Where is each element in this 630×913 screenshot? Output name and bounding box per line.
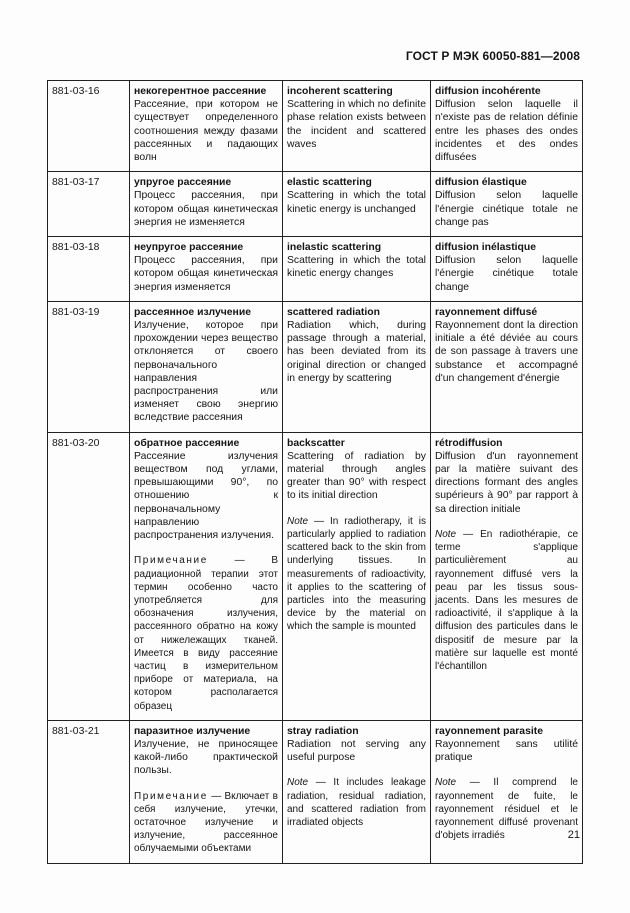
- note-fr: [435, 776, 578, 842]
- page-number: 21: [567, 829, 580, 841]
- definition-en: Radiation not serving any useful purpose: [287, 738, 426, 764]
- term-en: stray radiation: [287, 725, 359, 737]
- note-label-ru: Примечание: [134, 555, 208, 567]
- note-text-en: — It includes leakage radiation, residual radiation, and scattered radiation from irradiated objects: [287, 777, 426, 828]
- term-en: scattered radiation: [287, 306, 380, 318]
- cell-en: [283, 172, 431, 237]
- cell-en: [283, 720, 431, 863]
- table-row: [48, 432, 583, 720]
- table-row: [48, 237, 583, 302]
- term-ru: паразитное излучение: [134, 725, 251, 737]
- term-code: 881-03-21: [48, 720, 130, 863]
- table-row: [48, 301, 583, 432]
- definition-fr: Diffusion selon laquelle l'énergie cinétique totale ne change pas: [435, 190, 578, 228]
- note-text-ru: — Включает в себя излучение, утечки, остаточное излучение и излучение, рассеянное облучаемыми объектами: [134, 790, 278, 855]
- term-fr: rayonnement diffusé: [435, 306, 538, 318]
- cell-ru: [130, 720, 283, 863]
- term-code: 881-03-18: [48, 237, 130, 302]
- cell-ru: [130, 81, 283, 172]
- definition-en: Scattering in which the total kinetic energy changes: [287, 255, 426, 280]
- table-row: [48, 720, 583, 863]
- definition-ru: Излучение, не приносящее какой-либо практической пользы.: [134, 738, 278, 777]
- definition-ru: Излучение, которое при прохождении через вещество отклоняется от своего первоначального направления распространения или изменяет свою энергию вследствие рассеяния: [134, 320, 278, 424]
- definition-fr: Diffusion d'un rayonnement par la matière suivant des directions formant des angles supérieurs à 90° par rapport à sa direction initiale: [435, 450, 578, 515]
- note-ru: [134, 790, 278, 856]
- term-code: 881-03-19: [48, 301, 130, 432]
- note-en: [287, 776, 426, 829]
- term-ru: неупругое рассеяние: [134, 242, 244, 254]
- definition-fr: Rayonnement dont la direction initiale a été déviée au cours de son passage à travers une substance et accompagné d'un changement d'énergie: [435, 320, 578, 384]
- document-standard-header: ГОСТ Р МЭК 60050-881—2008: [405, 49, 580, 63]
- term-en: inelastic scattering: [287, 242, 382, 254]
- cell-fr: [431, 237, 583, 302]
- table-row: [48, 172, 583, 237]
- note-en: [287, 515, 426, 634]
- definition-ru: Рассеяние, при котором не существует определенного соотношения между фазами рассеянных и падающих волн: [134, 99, 278, 164]
- note-label-ru: Примечание: [134, 790, 208, 802]
- cell-fr: [431, 432, 583, 720]
- term-fr: diffusion incohérente: [435, 86, 541, 97]
- term-ru: обратное рассеяние: [134, 437, 240, 449]
- cell-en: [283, 81, 431, 172]
- definition-ru: Процесс рассеяния, при котором общая кинетическая энергия изменяется: [134, 255, 278, 293]
- cell-en: [283, 301, 431, 432]
- note-text-fr: — Il comprend le rayonnement de fuite, le rayonnement résiduel et le rayonnement diffusé provenant d'objets irradiés: [435, 777, 578, 842]
- definition-en: Radiation which, during passage through a material, has been deviated from its original direction or changed in energy by scattering: [287, 320, 426, 384]
- note-ru: [134, 554, 278, 712]
- definition-en: Scattering in which no definite phase relation exists between the incident and scattered waves: [287, 99, 426, 150]
- cell-en: [283, 237, 431, 302]
- note-fr: [435, 528, 578, 673]
- term-fr: diffusion élastique: [435, 177, 527, 189]
- terminology-table: [47, 80, 583, 864]
- definition-en: Scattering of radiation by material through angles greater than 90° with respect to its initial direction: [287, 450, 426, 502]
- term-fr: rétrodiffusion: [435, 437, 503, 449]
- cell-en: [283, 432, 431, 720]
- cell-fr: [431, 720, 583, 863]
- definition-ru: Рассеяние излучения веществом под углами, превышающими 90°, по отношению к первоначальному направлению распространения излучения.: [134, 450, 278, 542]
- term-code: 881-03-17: [48, 172, 130, 237]
- term-en: elastic scattering: [287, 177, 372, 189]
- definition-fr: Diffusion selon laquelle il n'existe pas de relation définie entre les phases des ondes incidentes et des ondes diffusées: [435, 99, 578, 164]
- cell-ru: [130, 237, 283, 302]
- note-label-en: Note: [287, 515, 309, 527]
- definition-en: Scattering in which the total kinetic energy is unchanged: [287, 190, 426, 215]
- term-fr: diffusion inélastique: [435, 242, 537, 254]
- definition-fr: Diffusion selon laquelle l'énergie cinétique totale change: [435, 255, 578, 293]
- note-label-fr: Note: [435, 777, 457, 789]
- note-label-fr: Note: [435, 528, 457, 540]
- note-text-en: — In radiotherapy, it is particularly applied to radiation scattered back to the skin from underlying tissues. In measurements of radioactivity, it applies to the scattering of particles into the measuring device by the material on which the sample is mounted: [287, 515, 426, 633]
- note-text-ru: — В радиационной терапии этот термин особенно часто употребляется для обозначения излучения, рассеянного обратно на кожу от нижележащих тканей. Имеется в виду рассеяние частиц в измерительном приборе от материала, на котором располагается образец: [134, 555, 278, 712]
- cell-ru: [130, 432, 283, 720]
- note-text-fr: — En radiothérapie, ce terme s'applique particulièrement au rayonnement diffusé vers la peau par les tissus sous-jacents. Dans les mesures de radioactivité, il s'applique à la diffusion des particules dans le dispositif de mesure par la matière sur laquelle est monté l'échantillon: [435, 528, 578, 672]
- cell-fr: [431, 301, 583, 432]
- term-code: 881-03-16: [48, 81, 130, 172]
- cell-fr: [431, 172, 583, 237]
- term-en: backscatter: [287, 437, 345, 449]
- cell-fr: [431, 81, 583, 172]
- cell-ru: [130, 172, 283, 237]
- note-label-en: Note: [287, 777, 309, 789]
- term-fr: rayonnement parasite: [435, 725, 543, 737]
- term-ru: рассеянное излучение: [134, 306, 252, 318]
- term-ru: некогерентное рассеяние: [134, 86, 267, 97]
- table-row: [48, 81, 583, 172]
- term-code: 881-03-20: [48, 432, 130, 720]
- cell-ru: [130, 301, 283, 432]
- definition-fr: Rayonnement sans utilité pratique: [435, 738, 578, 764]
- term-en: incoherent scattering: [287, 86, 393, 97]
- definition-ru: Процесс рассеяния, при котором общая кинетическая энергия не изменяется: [134, 190, 278, 228]
- term-ru: упругое рассеяние: [134, 177, 232, 189]
